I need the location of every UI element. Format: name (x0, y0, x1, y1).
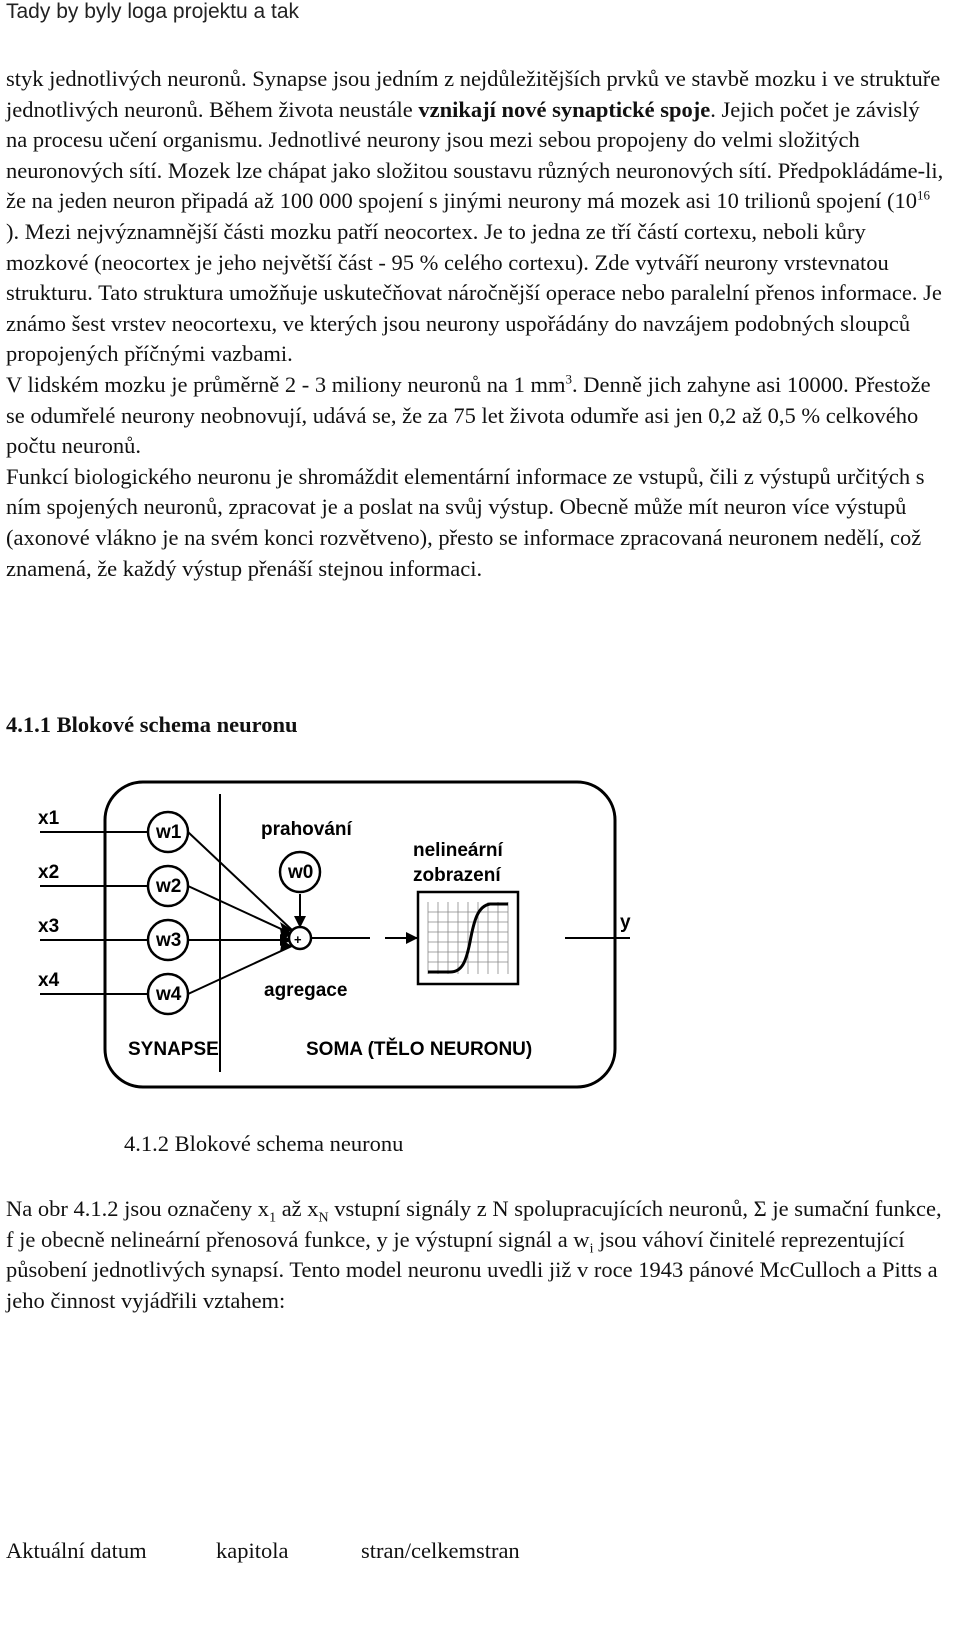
desc-text: jsou váhoví činitelé reprezentující působení jednotlivých synapsí. Tento model neuronu uvedli již v roce 1943 pánové McCulloch a Pitts a jeho činnost vyjádřili vztahem: (6, 1226, 938, 1313)
weight-label: w3 (156, 930, 182, 951)
sum-symbol: + (294, 932, 302, 947)
figure-description (6, 1194, 946, 1316)
paragraph-neuron-function: Funkcí biologického neuronu je shromáždit elementární informace ze vstupů, čili z výstupů určitých s ním spojených neuronů, zpracovat je a poslat na svůj výstup. Obecně může mít neuron více výstupů (axonové vlákno je na svém konci rozvětveno), přesto se informace zpracovaná neuronem nedělí, což znamená, že každý výstup přenáší stejnou informaci. (6, 463, 925, 581)
footer-pages: stran/celkemstran (361, 1538, 520, 1563)
input-label: x4 (38, 970, 60, 991)
paragraph-text: . Denně jich zahyne asi 10000. Přestože se odumřelé neurony neobnovují, udává se, že za 75 let života odumře asi jen 0,2 až 0,5 % celkového počtu neuronů. (6, 371, 931, 459)
aggregation-label: agregace (264, 980, 348, 1001)
subscript: 1 (269, 1210, 277, 1226)
paragraph-text: V lidském mozku je průměrně 2 - 3 miliony neuronů na 1 mm (6, 371, 566, 397)
section-heading: 4.1.1 Blokové schema neuronu (6, 712, 298, 737)
page-header: Tady by byly loga projektu a tak (6, 0, 299, 23)
bold-phrase: vznikají nové synaptické spoje (418, 96, 711, 122)
footer-date: Aktuální datum (6, 1538, 147, 1563)
threshold-label: prahování (261, 819, 352, 840)
weight-label: w1 (156, 822, 182, 843)
desc-text: až x (276, 1196, 319, 1221)
paragraph-text: . Jejich počet je závislý na procesu učení organismu. Jednotlivé neurony jsou mezi sebou propojeny do velmi složitých neuronových sítí. Mozek lze chápat jako složitou soustavu různých neuronových sítí. Předpokládáme-li, že na jeden neuron připadá až 100 000 spojení s jinými neurony má mozek asi 10 trilionů spojení (10 (6, 96, 944, 214)
paragraph-neuron-count (6, 370, 946, 462)
soma-label: SOMA (TĚLO NEURONU) (306, 1039, 533, 1060)
paragraph-text: styk jednotlivých neuronů. Synapse jsou jedním z nejdůležitějších prvků ve stavbě mozku i ve struktuře jednotlivých neuronů. Během života neustále (6, 66, 941, 122)
synapse-label: SYNAPSE (128, 1039, 219, 1060)
weight-label: w2 (156, 876, 182, 897)
desc-text: je sumační funkce, f je obecně nelineární přenosová funkce, y je výstupní signál a w (6, 1196, 942, 1252)
body-text (6, 64, 946, 584)
page-footer (6, 1538, 520, 1564)
input-label: x1 (38, 808, 60, 829)
output-label: y (620, 912, 631, 933)
nonlinear-label: zobrazení (413, 865, 501, 886)
exponent: 16 (917, 187, 931, 203)
sigma-symbol: Σ (753, 1196, 767, 1221)
subscript: N (318, 1210, 329, 1226)
threshold-weight-label: w0 (288, 862, 314, 883)
desc-text: vstupní signály z N spolupracujících neuronů, (328, 1196, 754, 1221)
subscript: i (589, 1241, 594, 1257)
exponent: 3 (565, 371, 572, 387)
neuron-block-diagram (30, 772, 650, 1132)
weight-label: w4 (156, 984, 182, 1005)
input-label: x3 (38, 916, 60, 937)
nonlinear-label: nelineární (413, 840, 503, 861)
input-label: x2 (38, 862, 60, 883)
paragraph-synapses (6, 64, 946, 370)
paragraph-text: ). Mezi nejvýznamnější části mozku patří neocortex. Je to jedna ze tří částí cortexu, neboli kůry mozkové (neocortex je jeho největší část - 95 % celého cortexu). Zde vytváří neurony vrstevnatou strukturu. Tato struktura umožňuje uskutečňovat náročnější operace nebo paralelní přenos informace. Je známo šest vrstev neocortexu, ve kterých jsou neurony uspořádány do navzájem podobných sloupců propojených příčnými vazbami. (6, 218, 942, 367)
figure-caption: 4.1.2 Blokové schema neuronu (124, 1131, 404, 1156)
footer-chapter: kapitola (216, 1538, 289, 1563)
desc-text: Na obr 4.1.2 jsou označeny x (6, 1196, 270, 1221)
